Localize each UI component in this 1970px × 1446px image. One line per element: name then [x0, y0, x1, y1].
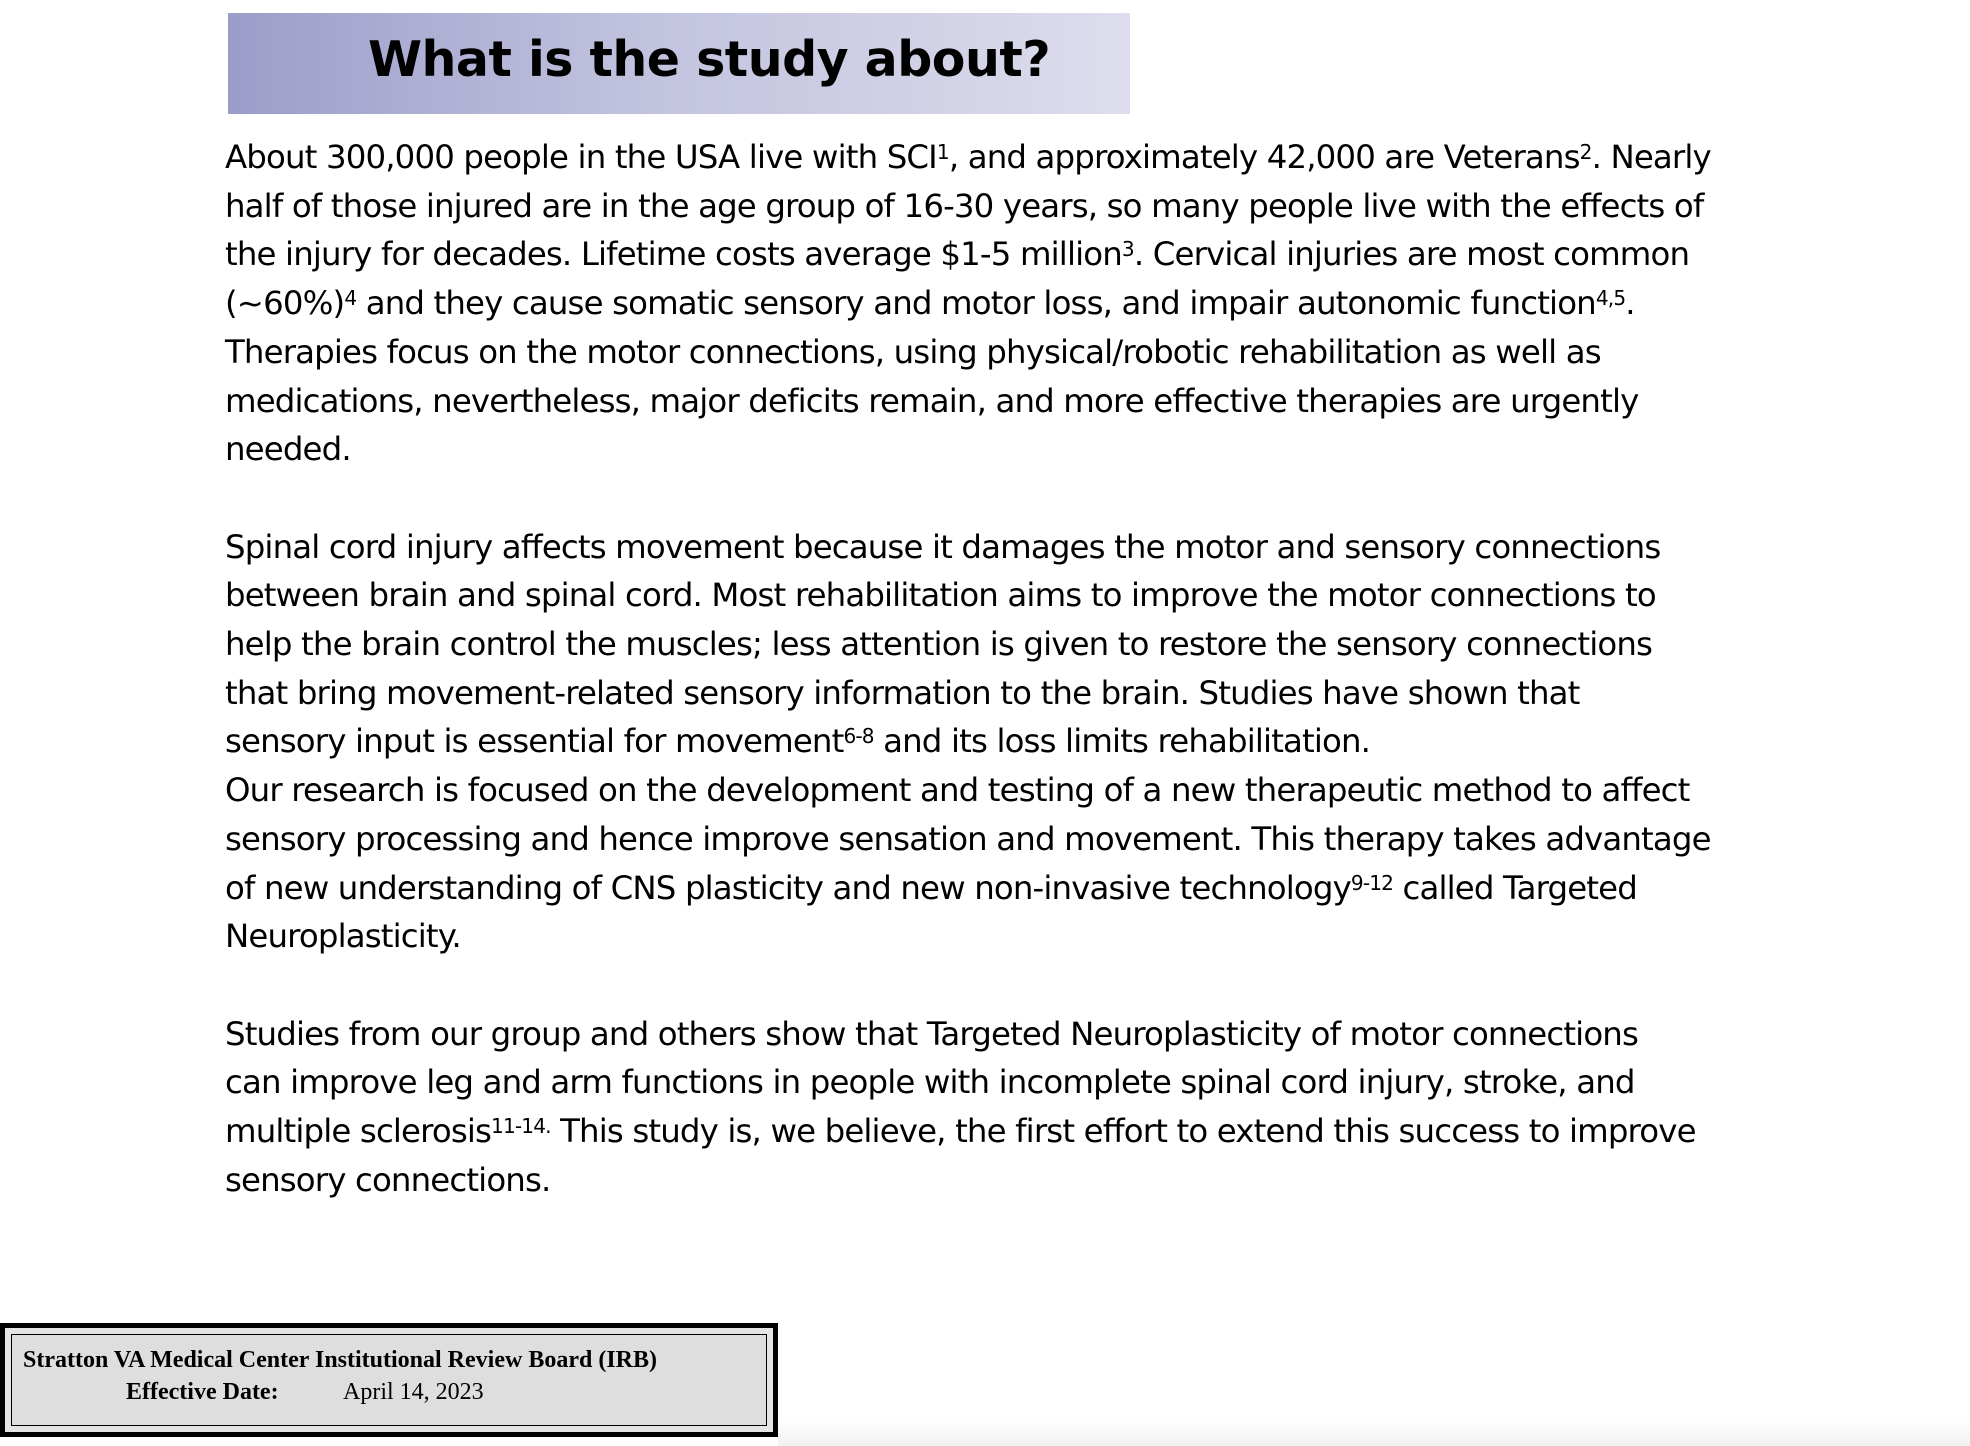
- text-line: [225, 279, 1785, 328]
- body-text: [225, 133, 1785, 1204]
- citation-superscript: 4,5: [1595, 286, 1626, 311]
- text-run: About 300,000 people in the USA live with SCI: [225, 138, 937, 176]
- paragraph-research-focus: [225, 766, 1785, 961]
- text-line: [225, 377, 1785, 426]
- text-run: can improve leg and arm functions in people with incomplete spinal cord injury, stroke, and: [225, 1063, 1635, 1102]
- text-line: [225, 815, 1785, 864]
- text-run: .: [1625, 284, 1635, 323]
- text-line: [225, 912, 1785, 961]
- citation-superscript: 4: [344, 286, 357, 311]
- citation-superscript: 6-8: [843, 724, 874, 749]
- text-run: sensory input is essential for movement: [225, 722, 844, 761]
- irb-title: Stratton VA Medical Center Institutional Review Board (IRB): [23, 1347, 657, 1373]
- text-run: and they cause somatic sensory and motor loss, and impair autonomic function: [356, 284, 1596, 323]
- text-run: sensory connections.: [225, 1160, 551, 1199]
- text-line: [225, 571, 1785, 620]
- text-run: . Nearly: [1591, 138, 1711, 176]
- text-line: [225, 1058, 1785, 1107]
- paragraph-overview: [225, 133, 1785, 474]
- text-run: Therapies focus on the motor connections, using physical/robotic rehabilitation as well as: [225, 332, 1601, 371]
- citation-superscript: 9-12: [1350, 870, 1394, 895]
- text-line: [225, 1156, 1785, 1205]
- text-line: [225, 669, 1785, 718]
- irb-stamp: [0, 1323, 778, 1437]
- text-line: [225, 328, 1785, 377]
- text-run: help the brain control the muscles; less attention is given to restore the sensory connections: [225, 625, 1653, 664]
- citation-superscript: 2: [1579, 139, 1592, 164]
- text-run: the injury for decades. Lifetime costs average $1-5 million: [225, 235, 1122, 274]
- text-line: [225, 864, 1785, 913]
- text-run: and its loss limits rehabilitation.: [873, 722, 1371, 761]
- paragraph-prior-studies: [225, 1010, 1785, 1205]
- text-run: called Targeted: [1393, 868, 1637, 907]
- text-line: [225, 717, 1785, 766]
- effective-date-value: April 14, 2023: [343, 1379, 484, 1405]
- text-run: sensory processing and hence improve sensation and movement. This therapy takes advantage: [225, 819, 1711, 858]
- text-run: Spinal cord injury affects movement because it damages the motor and sensory connections: [225, 527, 1661, 566]
- effective-date-label: Effective Date:: [126, 1379, 279, 1405]
- text-line: [225, 230, 1785, 279]
- paragraph-sensory-connections: [225, 523, 1785, 767]
- text-run: multiple sclerosis: [225, 1112, 492, 1151]
- text-line: [225, 425, 1785, 474]
- text-line: [225, 133, 1785, 182]
- text-run: half of those injured are in the age group of 16-30 years, so many people live with the effects of: [225, 186, 1704, 225]
- page-title: What is the study about?: [368, 31, 1051, 88]
- page-bottom-edge: [778, 1420, 1970, 1446]
- text-run: . Cervical injuries are most common: [1133, 235, 1690, 274]
- irb-stamp-inner: [11, 1334, 767, 1426]
- text-run: needed.: [225, 430, 351, 469]
- citation-superscript: 3: [1121, 237, 1134, 262]
- text-line: [225, 1107, 1785, 1156]
- title-banner: [228, 13, 1130, 114]
- paragraph-spacer: [225, 961, 1785, 1010]
- text-run: between brain and spinal cord. Most rehabilitation aims to improve the motor connections to: [225, 576, 1656, 615]
- text-line: [225, 1010, 1785, 1059]
- text-line: [225, 766, 1785, 815]
- text-line: [225, 523, 1785, 572]
- paragraph-spacer: [225, 474, 1785, 523]
- text-run: Our research is focused on the development and testing of a new therapeutic method to affect: [225, 771, 1690, 810]
- text-run: Studies from our group and others show that Targeted Neuroplasticity of motor connections: [225, 1014, 1638, 1053]
- text-line: [225, 620, 1785, 669]
- text-run: that bring movement-related sensory information to the brain. Studies have shown that: [225, 673, 1580, 712]
- text-line: [225, 182, 1785, 231]
- citation-superscript: 11-14.: [491, 1114, 551, 1138]
- text-run: (~60%): [225, 284, 345, 323]
- text-run: Neuroplasticity.: [225, 917, 461, 956]
- text-run: , and approximately 42,000 are Veterans: [948, 138, 1580, 176]
- citation-superscript: 1: [936, 139, 949, 164]
- text-run: medications, nevertheless, major deficits remain, and more effective therapies are urgently: [225, 381, 1639, 420]
- text-run: of new understanding of CNS plasticity and new non-invasive technology: [225, 868, 1351, 907]
- text-run: This study is, we believe, the first effort to extend this success to improve: [550, 1112, 1696, 1151]
